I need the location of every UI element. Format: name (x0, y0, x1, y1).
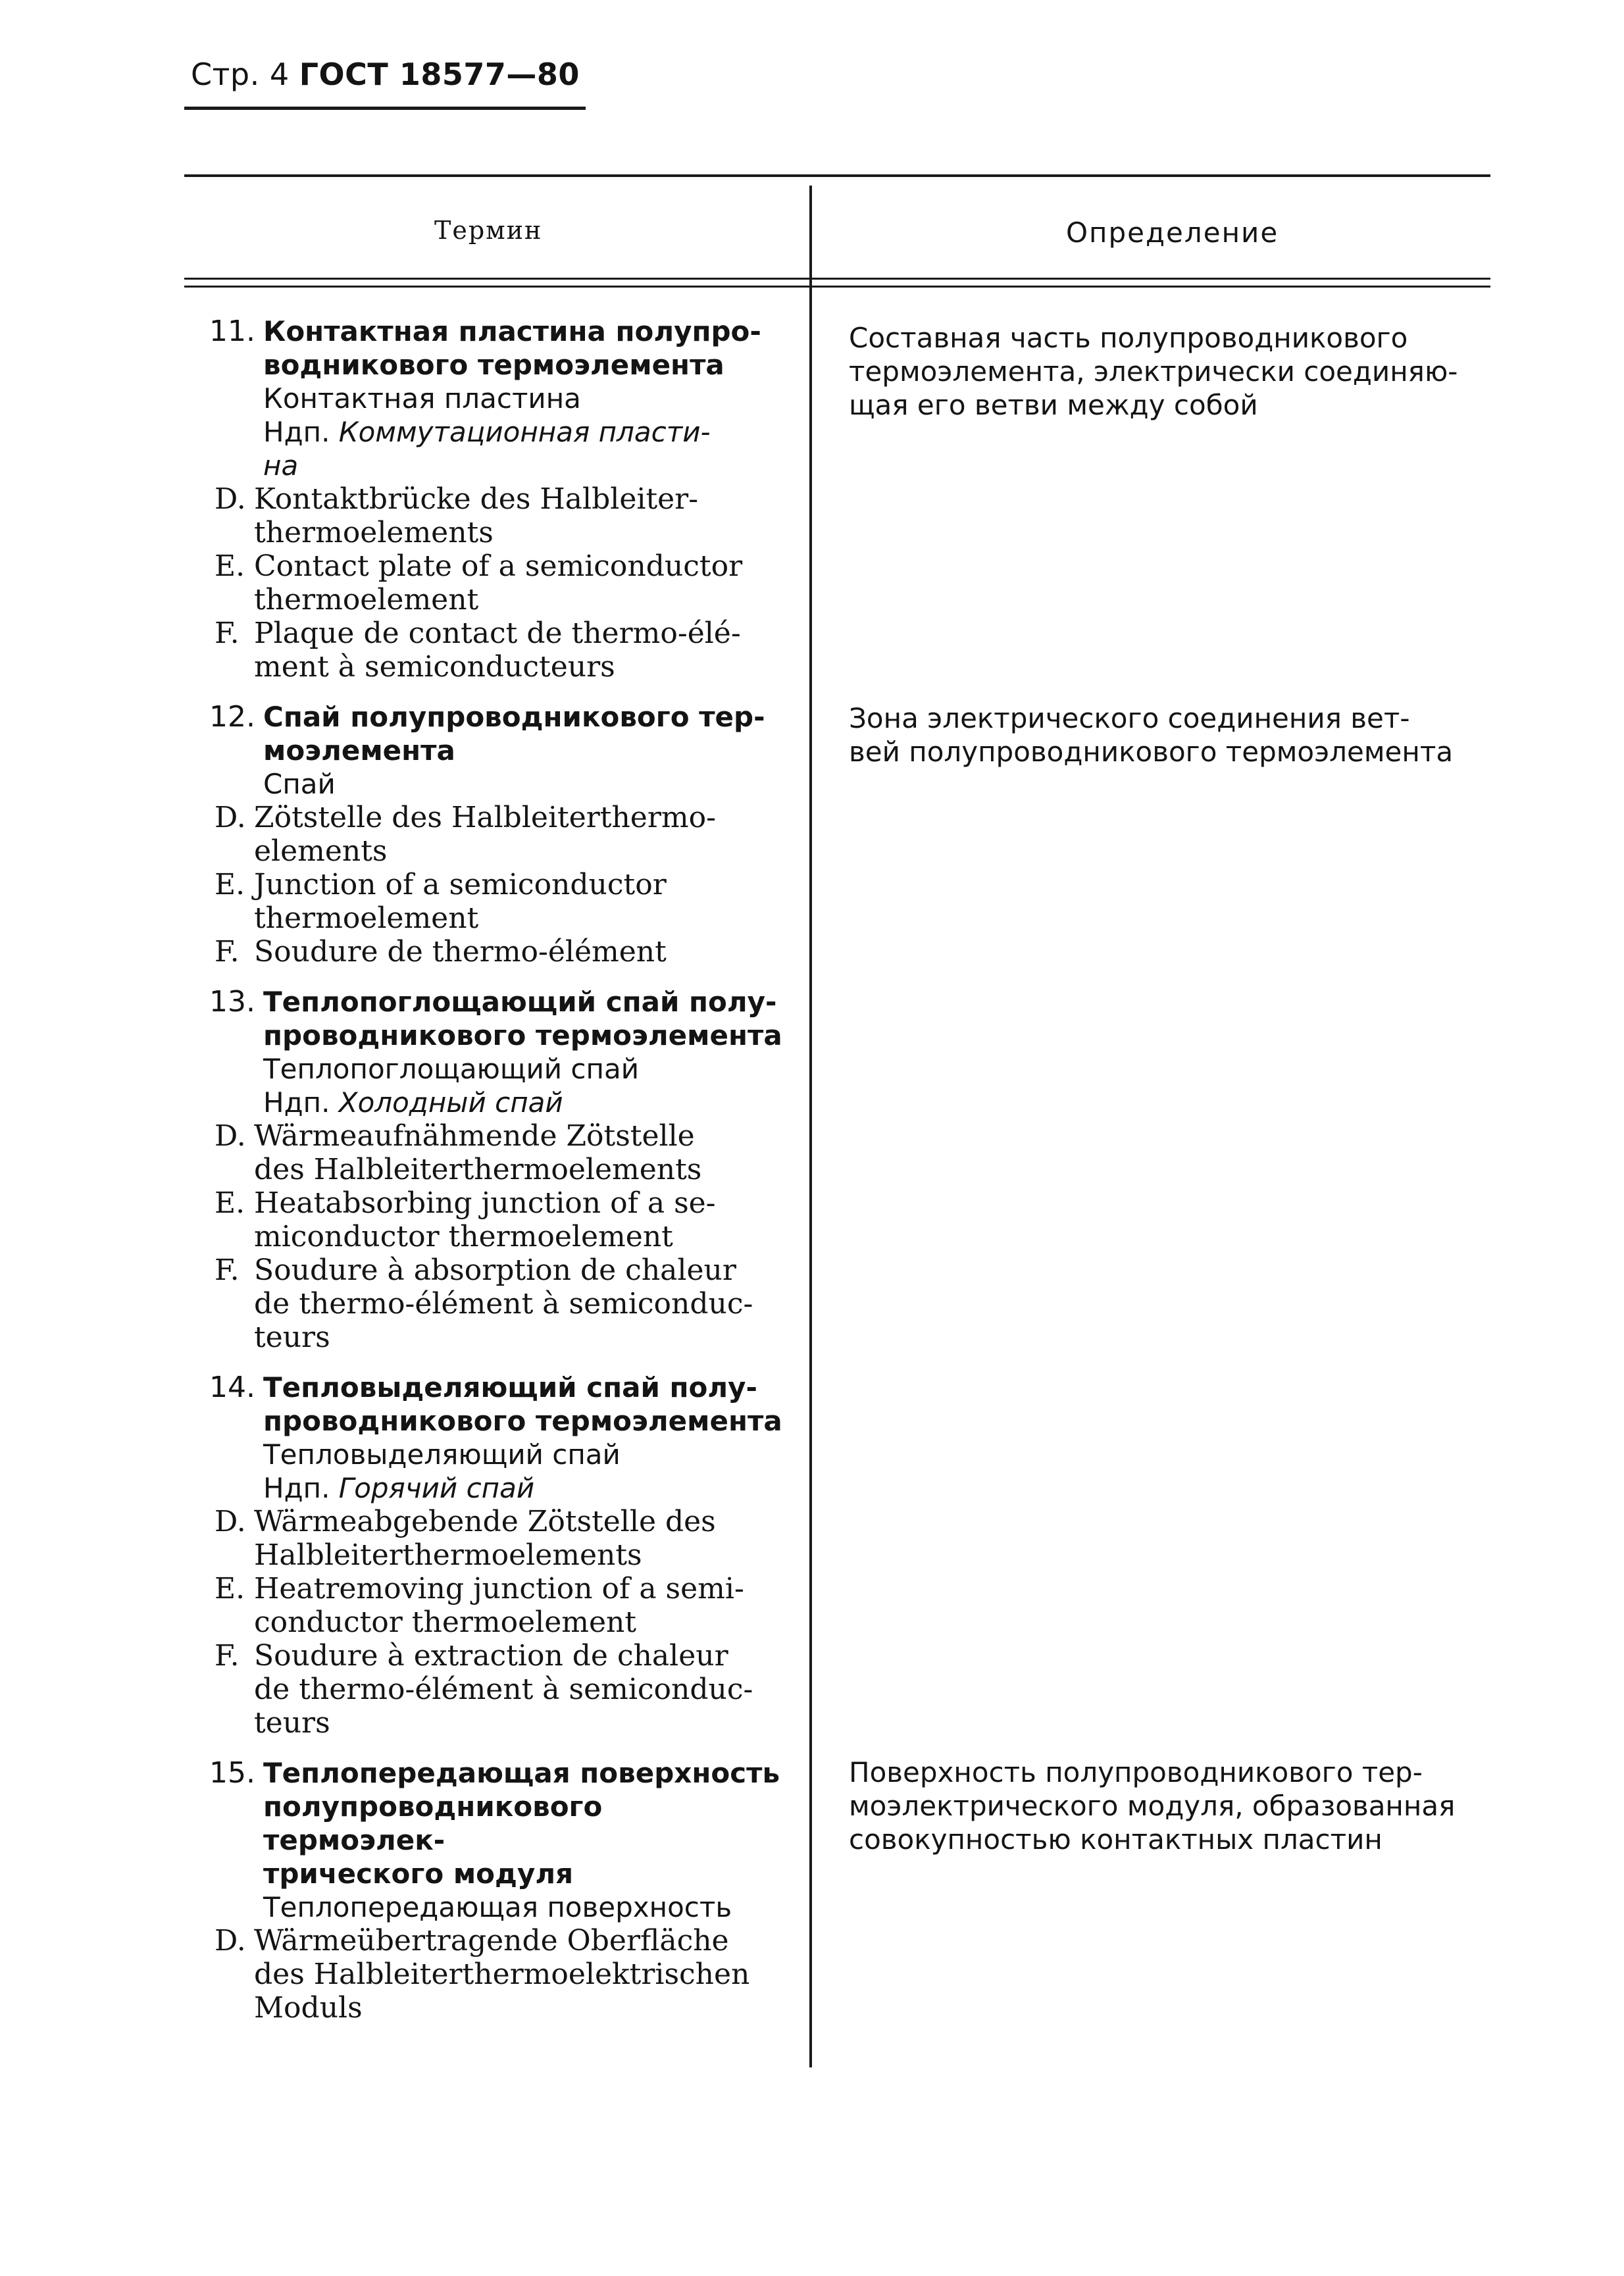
header-rule (184, 107, 586, 110)
term-line: Теплопередающая поверхность (263, 1757, 780, 1789)
foreign-line: Soudure de thermo-élément (254, 935, 667, 969)
term-line: проводникового термоэлемента (263, 1405, 782, 1437)
nd-text: Горячий спай (338, 1472, 535, 1504)
column-header-definition: Определение (1066, 216, 1279, 249)
foreign-line: Heatremoving junction of a semi- (254, 1572, 744, 1606)
foreign-line: elements (254, 834, 388, 868)
entry-number: 11. (209, 315, 255, 348)
column-divider (809, 186, 812, 2067)
term-line: проводникового термоэлемента (263, 1019, 782, 1051)
nd-prefix: Ндп. (263, 416, 330, 448)
foreign-line: miconductor thermoelement (254, 1220, 673, 1253)
short-term: Теплопоглощающий спай (263, 1053, 639, 1085)
language-tag: E. (215, 868, 245, 901)
definition-line: Зона электрического соединения вет- (849, 702, 1410, 734)
foreign-line: de thermo-élément à semiconduc- (254, 1673, 753, 1706)
foreign-line: Contact plate of a semiconductor (254, 549, 743, 583)
page-label: Стр. 4 (191, 57, 290, 92)
foreign-line: Soudure à absorption de chaleur (254, 1253, 736, 1287)
definition-11 (849, 321, 1474, 422)
term-entry (209, 315, 788, 684)
standard-number: ГОСТ 18577—80 (299, 57, 580, 92)
column-header-term: Термин (434, 216, 543, 245)
foreign-line: de thermo-élément à semiconduc- (254, 1287, 753, 1321)
definition-line: щая его ветви между собой (849, 389, 1258, 421)
term-line: полупроводникового термоэлек- (263, 1790, 603, 1856)
foreign-line: Soudure à extraction de chaleur (254, 1639, 728, 1673)
nd-prefix: Ндп. (263, 1472, 330, 1504)
language-tag: F. (215, 617, 240, 650)
entry-number: 13. (209, 985, 255, 1019)
foreign-equivalent (209, 935, 788, 969)
language-tag: E. (215, 1572, 245, 1606)
foreign-line: des Halbleiterthermoelements (254, 1153, 702, 1186)
foreign-line: Wärmeabgebende Zötstelle des (254, 1505, 716, 1538)
definition-line: совокупностью контактных пластин (849, 1823, 1383, 1856)
nd-text: Коммутационная пласти- (338, 416, 711, 448)
language-tag: D. (215, 1924, 246, 1958)
definition-15 (849, 1756, 1474, 1856)
term-entry (209, 985, 788, 1354)
foreign-equivalent (209, 1639, 788, 1740)
definition-line: Поверхность полупроводникового тер- (849, 1756, 1423, 1788)
foreign-line: ment à semiconducteurs (254, 650, 615, 684)
foreign-line: Wärmeaufnähmende Zötstelle (254, 1119, 695, 1153)
entry-number: 12. (209, 700, 255, 734)
definition-12 (849, 701, 1474, 769)
foreign-line: thermoelement (254, 901, 479, 935)
foreign-equivalent (209, 1253, 788, 1354)
not-allowed-term (263, 1471, 788, 1505)
language-tag: E. (215, 1186, 245, 1220)
language-tag: E. (215, 549, 245, 583)
foreign-equivalent (209, 1572, 788, 1639)
term-line: трического модуля (263, 1858, 574, 1890)
foreign-line: conductor thermoelement (254, 1606, 637, 1639)
foreign-equivalent (209, 617, 788, 684)
term-line: водникового термоэлемента (263, 349, 724, 381)
foreign-line: teurs (254, 1321, 330, 1354)
not-allowed-term (263, 415, 788, 449)
foreign-line: Kontaktbrücke des Halbleiter- (254, 482, 699, 516)
entry-number: 14. (209, 1371, 255, 1404)
foreign-equivalent (209, 1119, 788, 1186)
table-header-rule (184, 278, 1490, 280)
language-tag: D. (215, 1505, 246, 1538)
foreign-line: Wärmeübertragende Oberfläche (254, 1924, 729, 1958)
term-entry (209, 1756, 788, 2025)
foreign-line: des Halbleiterthermoelektrischen (254, 1958, 750, 1991)
foreign-line: teurs (254, 1706, 330, 1740)
foreign-equivalent (209, 1505, 788, 1572)
terms-column (209, 315, 788, 2041)
foreign-line: Plaque de contact de thermo-élé- (254, 617, 741, 650)
term-line: Спай полупроводникового тер- (263, 701, 765, 733)
language-tag: D. (215, 1119, 246, 1153)
table-header-rule (184, 286, 1490, 288)
term-entry (209, 700, 788, 969)
foreign-equivalent (209, 868, 788, 935)
foreign-line: thermoelement (254, 583, 479, 617)
foreign-line: Junction of a semiconductor (254, 868, 667, 901)
entry-number: 15. (209, 1756, 255, 1790)
foreign-equivalent (209, 1924, 788, 2025)
term-line: Контактная пластина полупро- (263, 315, 761, 347)
language-tag: F. (215, 935, 240, 969)
term-entry (209, 1371, 788, 1740)
table-top-rule (184, 174, 1490, 177)
nd-prefix: Ндп. (263, 1086, 330, 1119)
foreign-equivalent (209, 1186, 788, 1253)
foreign-line: Zötstelle des Halbleiterthermo- (254, 801, 716, 834)
not-allowed-term: на (263, 449, 299, 482)
foreign-line: Halbleiterthermoelements (254, 1538, 642, 1572)
not-allowed-term (263, 1086, 788, 1119)
definition-line: термоэлемента, электрически соединяю- (849, 355, 1458, 388)
nd-text: Холодный спай (338, 1086, 563, 1119)
language-tag: D. (215, 801, 246, 834)
page-header (191, 57, 580, 92)
foreign-equivalent (209, 801, 788, 868)
term-line: Тепловыделяющий спай полу- (263, 1371, 757, 1404)
short-term: Контактная пластина (263, 382, 581, 415)
foreign-equivalent (209, 482, 788, 549)
foreign-line: thermoelements (254, 516, 494, 549)
short-term: Теплопередающая поверхность (263, 1891, 732, 1923)
definition-line: моэлектрического модуля, образованная (849, 1790, 1456, 1822)
language-tag: F. (215, 1253, 240, 1287)
language-tag: F. (215, 1639, 240, 1673)
short-term: Тепловыделяющий спай (263, 1438, 621, 1471)
definition-line: вей полупроводникового термоэлемента (849, 736, 1454, 768)
definition-line: Составная часть полупроводникового (849, 322, 1408, 354)
foreign-equivalent (209, 549, 788, 617)
foreign-line: Heatabsorbing junction of a se- (254, 1186, 716, 1220)
foreign-line: Moduls (254, 1991, 363, 2025)
term-line: моэлемента (263, 734, 455, 767)
short-term: Спай (263, 768, 336, 800)
term-line: Теплопоглощающий спай полу- (263, 986, 777, 1018)
language-tag: D. (215, 482, 246, 516)
